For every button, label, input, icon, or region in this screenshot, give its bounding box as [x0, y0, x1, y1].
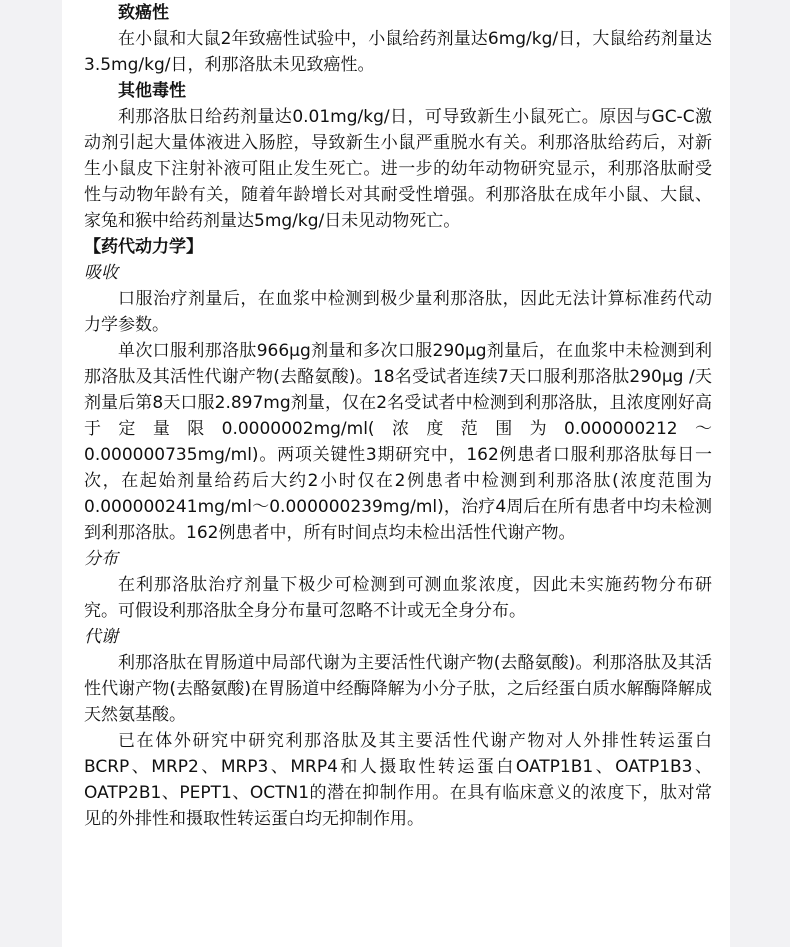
carcinogenicity-paragraph: 在小鼠和大鼠2年致癌性试验中，小鼠给药剂量达6mg/kg/日，大鼠给药剂量达3.5mg/kg/日，利那洛肽未见致癌性。	[84, 29, 712, 75]
pharmacokinetics-section-title: 【药代动力学】	[84, 237, 203, 257]
document-page	[62, 0, 730, 947]
absorption-paragraph: 单次口服利那洛肽966μg剂量和多次口服290μg剂量后，在血浆中未检测到利那洛肽及其活性代谢产物(去酪氨酸)。18名受试者连续7天口服利那洛肽290μg /天剂量后第8天口服2.897mg剂量，仅在2名受试者中检测到利那洛肽，且浓度刚好高于定量限0.0000002mg/ml(浓度范围为0.000000212～0.000000735mg/ml)。两项关键性3期研究中，162例患者口服利那洛肽每日一次，在起始剂量给药后大约2小时仅在2例患者中检测到利那洛肽(浓度范围为0.000000241mg/ml～0.000000239mg/ml)，治疗4周后在所有患者中均未检测到利那洛肽。162例患者中，所有时间点均未检出活性代谢产物。	[84, 341, 712, 543]
metabolism-paragraph: 利那洛肽在胃肠道中局部代谢为主要活性代谢产物(去酪氨酸)。利那洛肽及其活性代谢产物(去酪氨酸)在胃肠道中经酶降解为小分子肽，之后经蛋白质水解酶降解成天然氨基酸。	[84, 653, 712, 725]
carcinogenicity-heading: 致癌性	[118, 3, 169, 23]
metabolism-heading: 代谢	[84, 627, 118, 647]
other-toxicity-heading: 其他毒性	[118, 81, 186, 101]
distribution-paragraph: 在利那洛肽治疗剂量下极少可检测到可测血浆浓度，因此未实施药物分布研究。可假设利那洛肽全身分布量可忽略不计或无全身分布。	[84, 575, 712, 621]
absorption-paragraph: 口服治疗剂量后，在血浆中检测到极少量利那洛肽，因此无法计算标准药代动力学参数。	[84, 289, 712, 335]
absorption-heading: 吸收	[84, 263, 118, 283]
document-content	[84, 0, 712, 832]
other-toxicity-paragraph: 利那洛肽日给药剂量达0.01mg/kg/日，可导致新生小鼠死亡。原因与GC-C激动剂引起大量体液进入肠腔，导致新生小鼠严重脱水有关。利那洛肽给药后，对新生小鼠皮下注射补液可阻止发生死亡。进一步的幼年动物研究显示，利那洛肽耐受性与动物年龄有关，随着年龄增长对其耐受性增强。利那洛肽在成年小鼠、大鼠、家兔和猴中给药剂量达5mg/kg/日未见动物死亡。	[84, 107, 712, 231]
metabolism-paragraph: 已在体外研究中研究利那洛肽及其主要活性代谢产物对人外排性转运蛋白BCRP、MRP2、MRP3、MRP4和人摄取性转运蛋白OATP1B1、OATP1B3、OATP2B1、PEPT1、OCTN1的潜在抑制作用。在具有临床意义的浓度下，肽对常见的外排性和摄取性转运蛋白均无抑制作用。	[84, 731, 712, 829]
distribution-heading: 分布	[84, 549, 118, 569]
